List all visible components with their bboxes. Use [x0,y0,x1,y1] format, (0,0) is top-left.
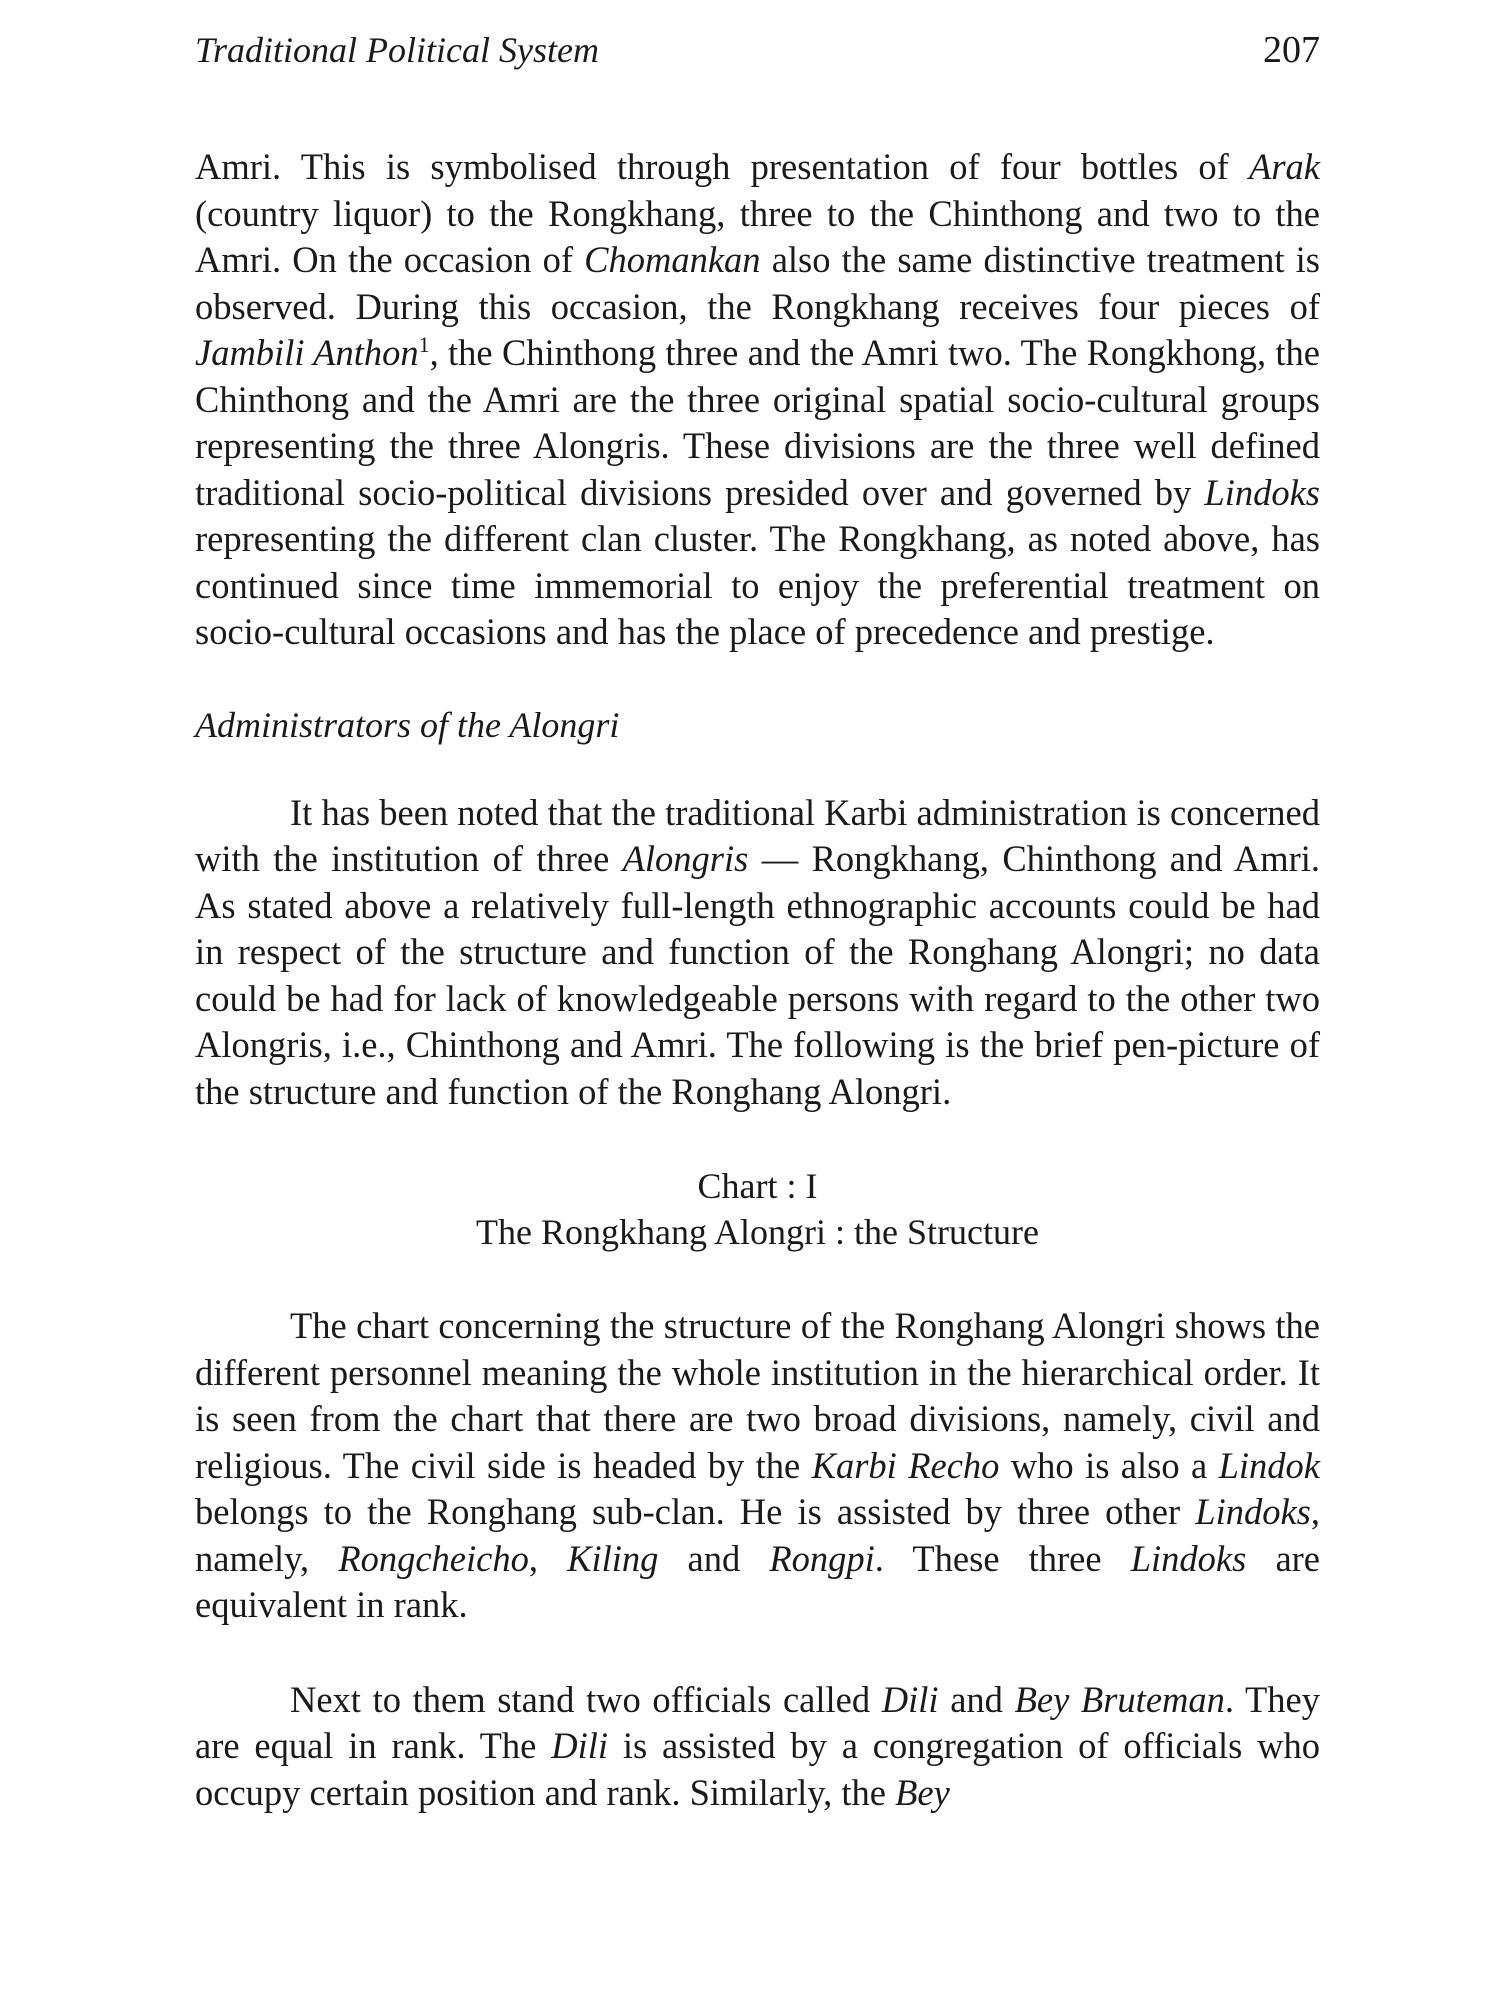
term-lindoks: Lindoks [1130,1537,1247,1579]
chart-caption [195,1163,1320,1255]
term-lindok: Lindok [1218,1444,1321,1486]
book-page [195,28,1320,1816]
page-number: 207 [1263,29,1320,71]
paragraph-amri-precedence: Amri. This is symbolised through presentation of four bottles of Arak (country liquor) to the Rongkhang, three to the Chinthong and two to the Amri. On the occasion of Chomankan also the same distinctive treatment is observed. During this occasion, the Rongkhang receives four pieces of Jambili Anthon$^1$, the Chinthong three and the Amri two. The Rongkhong, the Chinthong and the Amri are the three original spatial socio-cultural groups representing the three Alongris. These divisions are the three well defined traditional socio-political divisions presided over and governed by Lindoks representing the different clan cluster. The Rongkhang, as noted above, has continued since time immemorial to enjoy the preferential treatment on socio-cultural occasions and has the place of precedence and prestige. [195,146,1320,652]
chart-title: The Rongkhang Alongri : the Structure [476,1212,1039,1252]
term-rongpi: Rongpi [769,1537,875,1579]
term-chomankan: Chomankan [584,239,761,280]
paragraph-officials: Next to them stand two officials called Dili and Bey Bruteman. They are equal in rank. The Dili is assisted by a congregation of officials who occupy certain position and rank. Similarly, the Bey [195,1678,1321,1813]
chart-number: Chart : I [697,1166,818,1206]
term-bey: Bey [895,1771,950,1813]
term-bey-bruteman: Bey Bruteman [1014,1678,1225,1720]
term-lindoks: Lindoks [1195,1491,1311,1532]
term-alongris: Alongris [622,838,749,879]
term-dili: Dili [551,1725,609,1766]
running-header [195,28,1320,88]
running-title: Traditional Political System [195,30,599,70]
term-dili: Dili [881,1678,939,1720]
term-lindoks: Lindoks [1204,471,1320,513]
footnote-marker: 1 [418,331,430,357]
term-kiling: Kiling [567,1537,659,1579]
paragraph-administrators: It has been noted that the traditional Karbi administration is concerned with the institution of three Alongris — Rongkhang, Chinthong and Amri. As stated above a relatively full-length ethnographic accounts could be had in respect of the structure and function of the Ronghang Alongri; no data could be had for lack of knowledgeable persons with regard to the other two Alongris, i.e., Chinthong and Amri. The following is the brief pen-picture of the structure and function of the Ronghang Alongri. [195,791,1321,1112]
term-arak: Arak [1249,146,1320,187]
term-jambili-anthon: Jambili Anthon [195,332,419,373]
term-rongcheicho: Rongcheicho [338,1537,529,1579]
paragraph-chart-structure: The chart concerning the structure of the Ronghang Alongri shows the different personnel meaning the whole institution in the hierarchical order. It is seen from the chart that there are two broad divisions, namely, civil and religious. The civil side is headed by the Karbi Recho who is also a Lindok belongs to the Ronghang sub-clan. He is assisted by three other Lindoks, namely, Rongcheicho, Kiling and Rongpi. These three Lindoks are equivalent in rank. [195,1305,1321,1625]
term-karbi-recho: Karbi Recho [811,1444,1000,1486]
section-subheading: Administrators of the Alongri [195,704,620,745]
